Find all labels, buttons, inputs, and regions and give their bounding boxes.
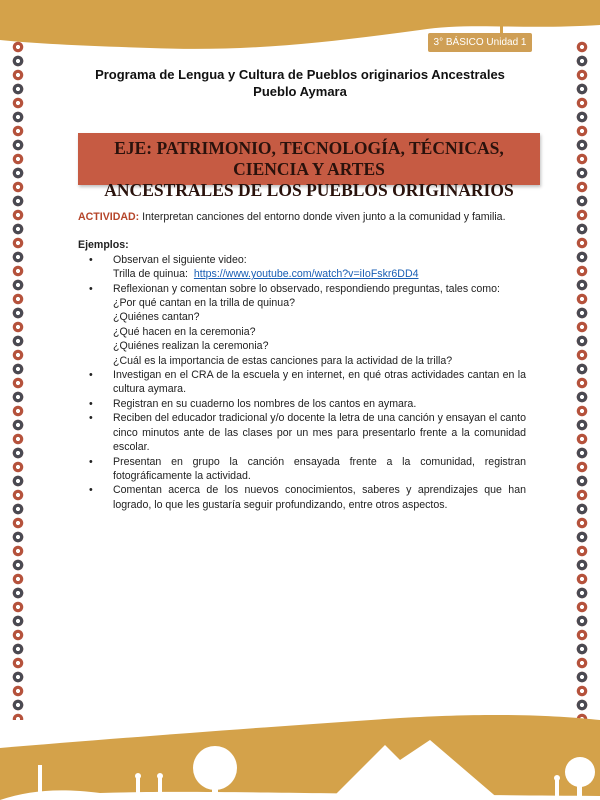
list-item: [78, 282, 526, 368]
item-text: Registran en su cuaderno los nombres de los cantos en aymara.: [113, 397, 417, 410]
actividad: [78, 210, 526, 224]
question: ¿Cuál es la importancia de estas canciones para la actividad de la trilla?: [113, 354, 453, 367]
item-text: Presentan en grupo la canción ensayada frente a la comunidad, registran fotográficamente la actividad.: [113, 455, 526, 482]
bullet-icon: •: [89, 455, 93, 468]
bullet-icon: •: [89, 412, 93, 425]
video-link[interactable]: https://www.youtube.com/watch?v=iIoFskr6DD4: [193, 268, 419, 281]
grade-badge: 3° BÁSICO Unidad 1: [428, 33, 532, 52]
bullet-icon: •: [89, 282, 93, 295]
document-body: [78, 210, 526, 512]
program-title: [0, 66, 600, 100]
question: ¿Quiénes cantan?: [113, 311, 200, 324]
question: ¿Quiénes realizan la ceremonia?: [113, 340, 269, 353]
list-item: [78, 411, 526, 454]
right-ornament-border-dark: [575, 40, 589, 720]
bullet-icon: •: [89, 484, 93, 497]
list-item: [78, 483, 526, 512]
ejemplos-heading: Ejemplos:: [78, 239, 129, 252]
list-item: [78, 368, 526, 397]
bullet-icon: •: [89, 397, 93, 410]
bullet-icon: •: [89, 253, 93, 266]
list-item: [78, 455, 526, 484]
actividad-label: ACTIVIDAD:: [78, 211, 140, 223]
title-line-2: Pueblo Aymara: [253, 84, 347, 99]
list-item: [78, 253, 526, 282]
eje-line-2: ANCESTRALES DE LOS PUEBLOS ORIGINARIOS: [104, 180, 514, 200]
footer-landscape-illustration: [0, 690, 600, 800]
title-line-1: Programa de Lengua y Cultura de Pueblos originarios Ancestrales: [95, 67, 505, 82]
ejemplos-list: [78, 253, 526, 512]
list-item: [78, 397, 526, 411]
question: ¿Por qué cantan en la trilla de quinua?: [113, 297, 295, 310]
video-line: [113, 267, 526, 281]
item-text: Reflexionan y comentan sobre lo observado, respondiendo preguntas, tales como:: [113, 282, 500, 295]
eje-line-1: EJE: PATRIMONIO, TECNOLOGÍA, TÉCNICAS, CIENCIA Y ARTES: [114, 138, 504, 179]
item-text: Observan el siguiente video:: [113, 253, 247, 266]
item-text: Comentan acerca de los nuevos conocimientos, saberes y aprendizajes que han logrado, lo que les gustaría seguir profundizando, entre otros aspectos.: [113, 484, 526, 511]
question: ¿Qué hacen en la ceremonia?: [113, 325, 256, 338]
bullet-icon: •: [89, 369, 93, 382]
item-text: Investigan en el CRA de la escuela y en internet, en qué otras actividades cantan en la cultura aymara.: [113, 369, 526, 396]
left-ornament-border-dark: [11, 40, 25, 720]
eje-banner: [78, 133, 540, 200]
item-text: Reciben del educador tradicional y/o docente la letra de una canción y ensayan el canto cinco minutos ante de las clases por un mes para presentarlo frente a la comunidad escolar.: [113, 412, 526, 454]
video-label: Trilla de quinua:: [113, 268, 194, 281]
actividad-text: Interpretan canciones del entorno donde viven junto a la comunidad y familia.: [139, 211, 506, 223]
